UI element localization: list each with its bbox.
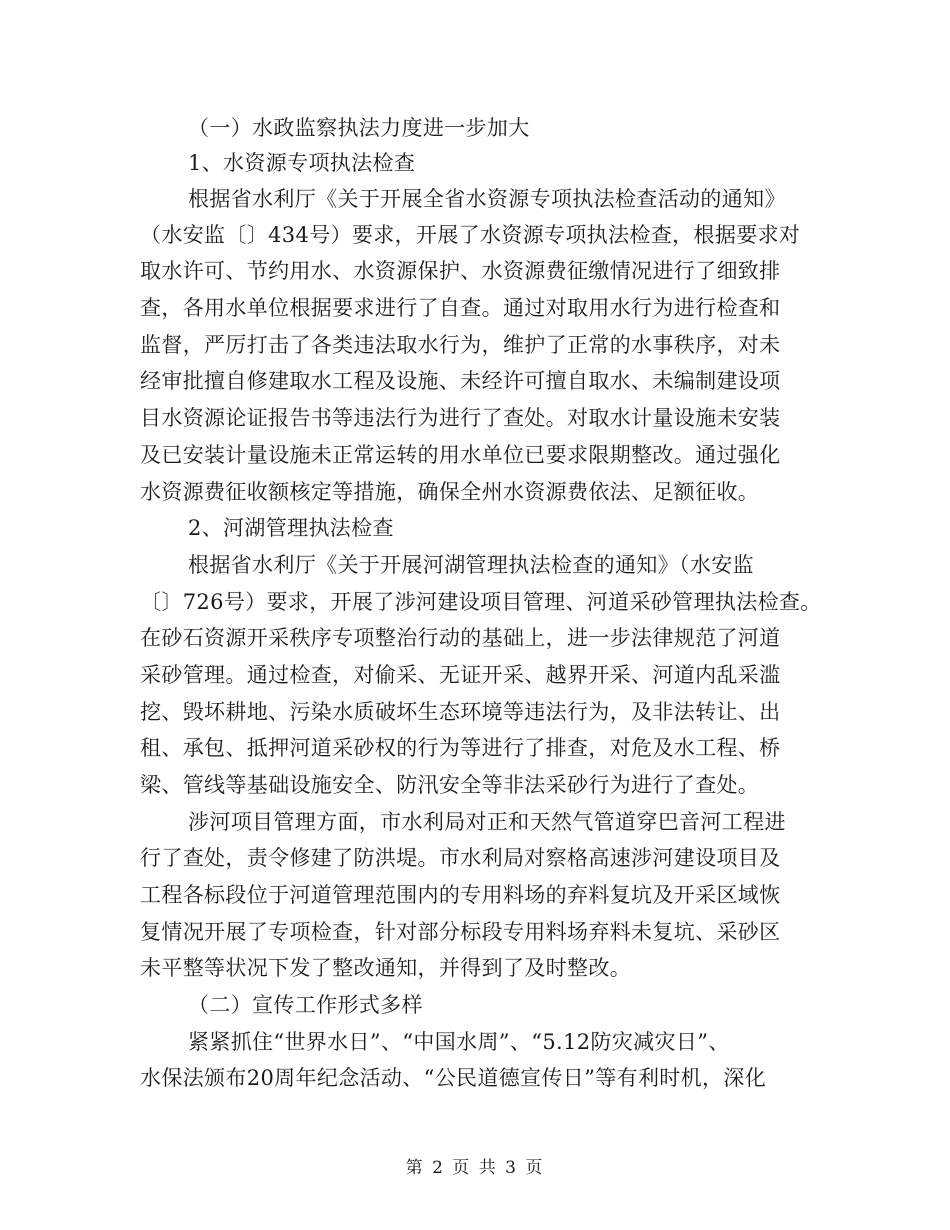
- paragraph-line: 经审批擅自修建取水工程及设施、未经许可擅自取水、未编制建设项: [140, 369, 781, 393]
- paragraph-line: 及已安装计量设施未正常运转的用水单位已要求限期整改。通过强化: [140, 443, 781, 467]
- paragraph-line: 水资源费征收额核定等措施，确保全州水资源费依法、足额征收。: [140, 480, 760, 504]
- paragraph-line: 行了查处，责令修建了防洪堤。市水利局对察格高速涉河建设项目及: [140, 846, 781, 870]
- paragraph-line: 梁、管线等基础设施安全、防汛安全等非法采砂行为进行了查处。: [140, 773, 760, 797]
- paragraph-line: 根据省水利厅《关于开展河湖管理执法检查的通知》（水安监: [188, 553, 754, 577]
- paragraph-line: 监督，严厉打击了各类违法取水行为，维护了正常的水事秩序，对未: [140, 333, 781, 357]
- paragraph-line: 取水许可、节约用水、水资源保护、水资源费征缴情况进行了细致排: [140, 259, 781, 283]
- paragraph-line: （水安监〔〕434号）要求，开展了水资源专项执法检查，根据要求对: [140, 223, 801, 247]
- subsection-heading-2: 2、河湖管理执法检查: [188, 516, 394, 540]
- paragraph-line: 挖、毁坏耕地、污染水质破坏生态环境等违法行为，及非法转让、出: [140, 700, 781, 724]
- paragraph-line: 查，各用水单位根据要求进行了自查。通过对取用水行为进行检查和: [140, 296, 781, 320]
- section-heading-2: （二）宣传工作形式多样: [188, 993, 423, 1017]
- paragraph-line: 〔〕726号）要求，开展了涉河建设项目管理、河道采砂管理执法检查。: [140, 590, 822, 614]
- paragraph-line: 根据省水利厅《关于开展全省水资源专项执法检查活动的通知》: [188, 187, 786, 211]
- paragraph-line: 目水资源论证报告书等违法行为进行了查处。对取水计量设施未安装: [140, 406, 781, 430]
- subsection-heading-1: 1、水资源专项执法检查: [188, 151, 416, 175]
- page-number-footer: 第 2 页 共 3 页: [405, 1158, 545, 1178]
- section-heading-1: （一）水政监察执法力度进一步加大: [188, 116, 530, 140]
- paragraph-line: 工程各标段位于河道管理范围内的专用料场的弃料复坑及开采区域恢: [140, 883, 781, 907]
- paragraph-line: 在砂石资源开采秩序专项整治行动的基础上，进一步法律规范了河道: [140, 626, 781, 650]
- paragraph-line: 水保法颁布20周年纪念活动、“公民道德宣传日”等有利时机，深化: [140, 1066, 767, 1090]
- paragraph-line: 采砂管理。通过检查，对偷采、无证开采、越界开采、河道内乱采滥: [140, 663, 781, 687]
- paragraph-line: 复情况开展了专项检查，针对部分标段专用料场弃料未复坑、采砂区: [140, 920, 781, 944]
- paragraph-line: 租、承包、抵押河道采砂权的行为等进行了排查，对危及水工程、桥: [140, 736, 781, 760]
- paragraph-line: 紧紧抓住“世界水日”、“中国水周”、“5.12防灾减灾日”、: [188, 1030, 730, 1054]
- paragraph-line: 涉河项目管理方面，市水利局对正和天然气管道穿巴音河工程进: [188, 810, 786, 834]
- paragraph-line: 未平整等状况下发了整改通知，并得到了及时整改。: [140, 956, 632, 980]
